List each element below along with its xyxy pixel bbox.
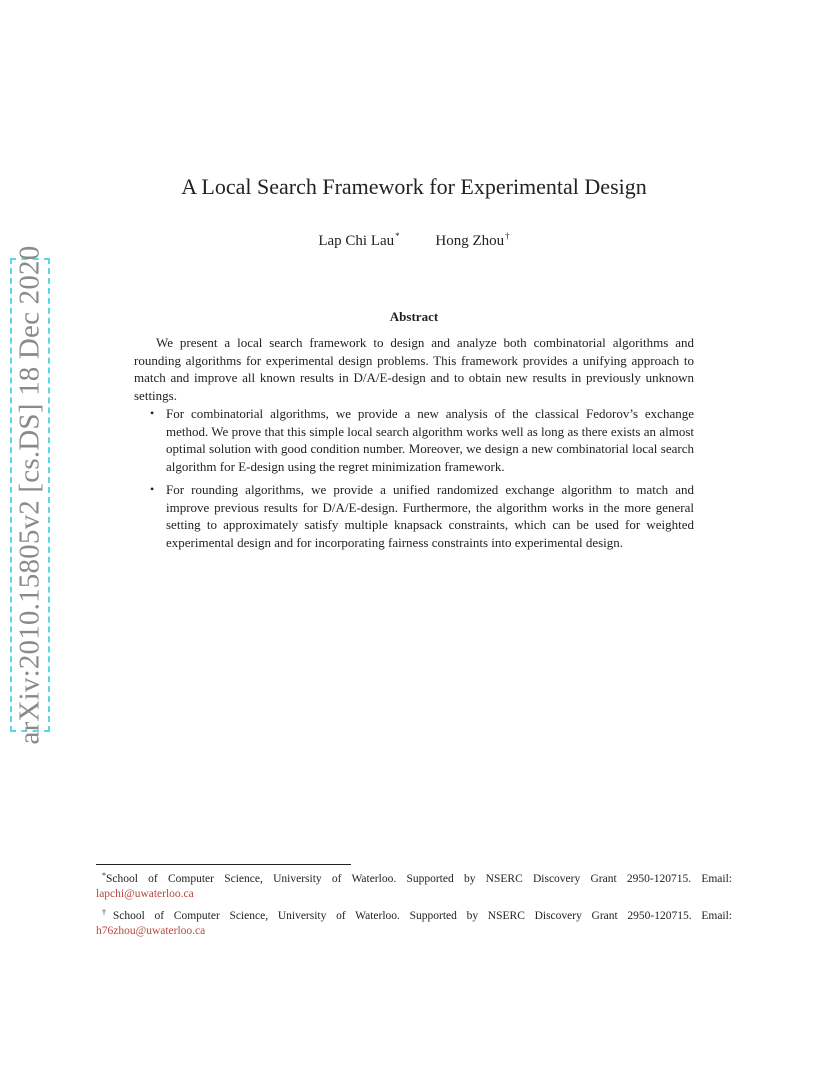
author-name: Lap Chi Lau [318, 233, 395, 249]
footnote-text: School of Computer Science, University of Waterloo. Supported by NSERC Discovery Grant 2950-120715. Email: [112, 910, 733, 922]
abstract-heading: Abstract [389, 309, 439, 324]
footnote-1 [96, 868, 732, 902]
footnotes [96, 868, 732, 939]
footnote-text: School of Computer Science, University of Waterloo. Supported by NSERC Discovery Grant 2950-120715. Email: [106, 873, 732, 885]
author-1 [318, 231, 399, 250]
list-item [134, 481, 694, 551]
author-list [0, 231, 828, 250]
arxiv-identifier[interactable]: arXiv:2010.15805v2 [cs.DS] 18 Dec 2020 [13, 245, 46, 745]
footnote-2 [96, 905, 732, 939]
paper-title: A Local Search Framework for Experimental Design [181, 174, 647, 199]
bullet-icon: • [150, 482, 155, 496]
footnote-divider [96, 864, 351, 865]
bullet-icon: • [150, 406, 155, 420]
abstract-bullet-list [134, 405, 694, 557]
author-2 [435, 231, 509, 250]
author-name: Hong Zhou [435, 233, 505, 249]
footnote-mark: * [102, 871, 106, 880]
arxiv-stamp [10, 245, 50, 745]
bullet-text: For rounding algorithms, we provide a unified randomized exchange algorithm to match and improve previous results for D/A/E-design. Furthermore, the algorithm works in the more general setting to approximately satisfy multiple knapsack constraints, which can be used for weighted experimental design and for incorporating fairness constraints into experimental design. [166, 482, 694, 550]
footnote-mark: † [102, 908, 113, 917]
author-footnote-mark[interactable]: * [395, 231, 400, 241]
author-footnote-mark[interactable]: † [505, 231, 510, 241]
abstract-body: We present a local search framework to design and analyze both combinatorial algorithms and rounding algorithms for experimental design problems. This framework provides a unifying approach to match and improve all known results in D/A/E-design and to obtain new results in previously unknown settings. [134, 335, 694, 403]
email-link[interactable]: lapchi@uwaterloo.ca [96, 888, 194, 900]
email-link[interactable]: h76zhou@uwaterloo.ca [96, 925, 206, 937]
bullet-text: For combinatorial algorithms, we provide a new analysis of the classical Fedorov’s exchange method. We prove that this simple local search algorithm works well as long as there exists an almost optimal solution with good condition number. Moreover, we design a new combinatorial local search algorithm for E-design using the regret minimization framework. [166, 406, 694, 474]
list-item [134, 405, 694, 475]
